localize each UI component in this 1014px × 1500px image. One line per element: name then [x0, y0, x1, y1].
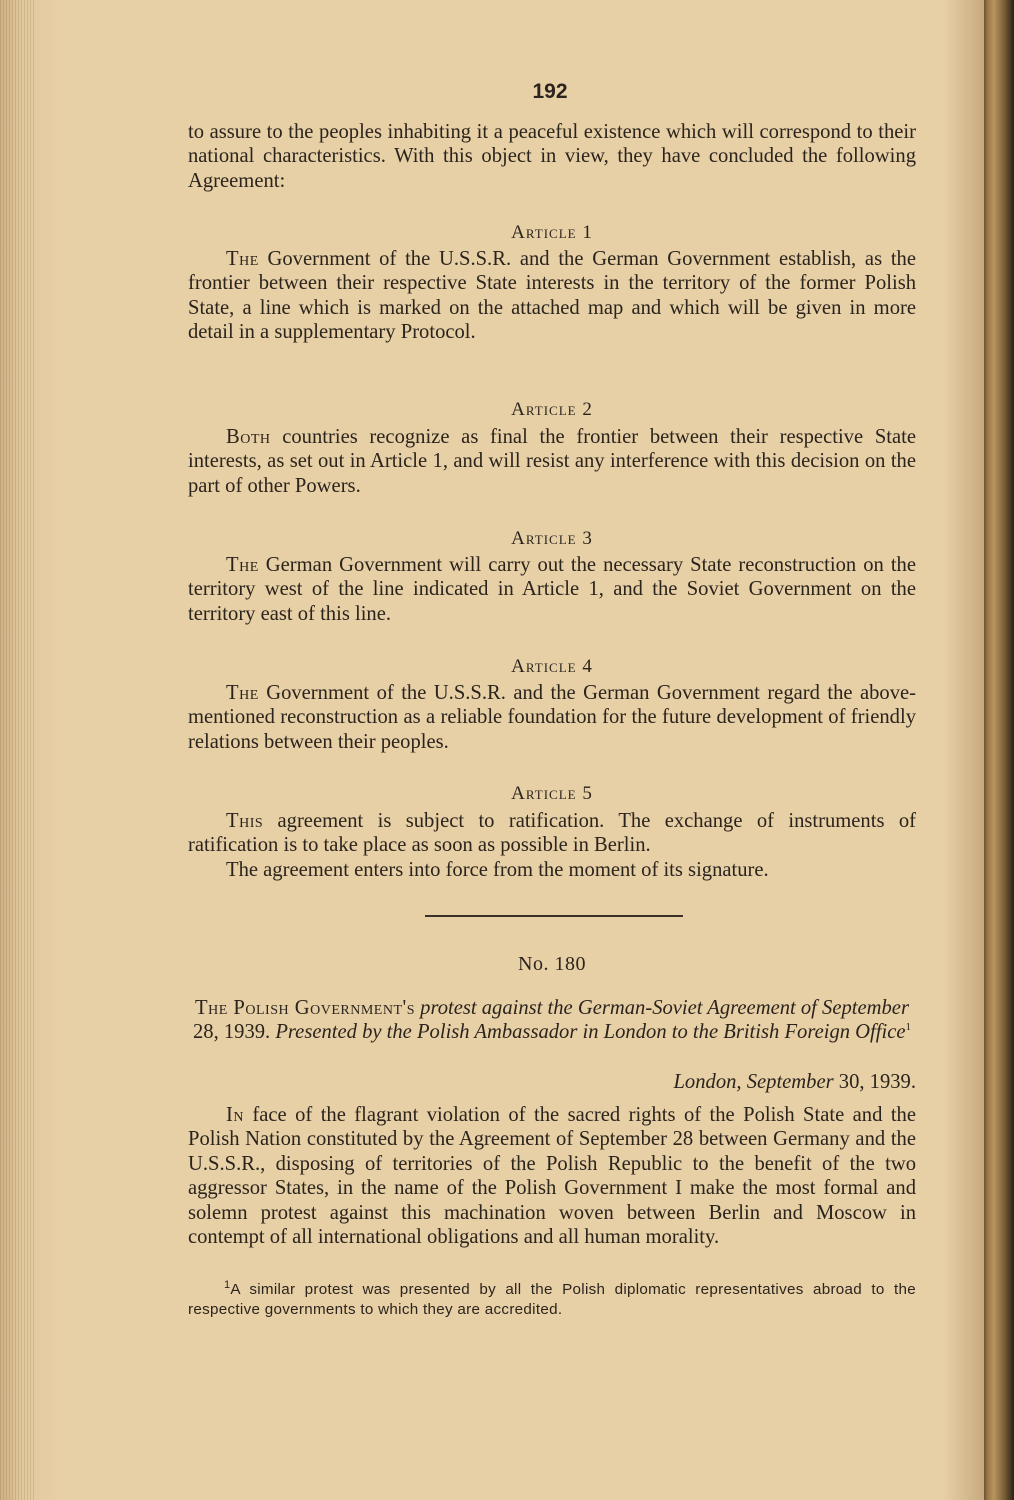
footnote-text: A similar protest was presented by all the Polish diplomatic representatives abroad to the respective governments to which they are accredited. [188, 1281, 916, 1318]
intro-text: to assure to the peoples inhabiting it a peaceful existence which will correspond to their national characteristics. With this object in view, they have concluded the following Agreement: [188, 121, 916, 192]
article-1-lead: The [226, 248, 259, 270]
article-5-text-2: The agreement enters into force from the moment of its signature. [226, 858, 769, 881]
page-number: 192 [532, 80, 568, 103]
document-title-part2: 28, 1939. [192, 1021, 271, 1044]
date-place: London, September [673, 1071, 834, 1093]
article-1-body [188, 247, 916, 345]
article-4-content: Government of the U.S.S.R. and the German Government regard the above-mentioned reconstruction as a reliable foundation for the future development of friendly relations between their peoples. [188, 682, 916, 753]
footnote [188, 1280, 916, 1320]
article-2-heading: Article 2 [511, 399, 593, 420]
protest-text [188, 1103, 916, 1249]
article-2-body [188, 425, 916, 498]
date-line-text [188, 1070, 916, 1094]
date-value: 30, 1939. [833, 1071, 916, 1093]
article-5-body [188, 809, 916, 882]
article-3-body [188, 553, 916, 626]
footnote-reference: 1 [905, 1021, 912, 1034]
document-title-text [188, 996, 916, 1045]
section-divider [425, 915, 683, 917]
intro-paragraph [188, 120, 916, 193]
protest-lead: In [226, 1104, 244, 1126]
article-2-lead: Both [226, 426, 271, 448]
article-3-heading: Article 3 [511, 528, 593, 549]
article-5-lead: This [226, 810, 264, 832]
document-title [188, 996, 916, 1045]
document-title-part1: protest against the German-Soviet Agreement of September [415, 997, 909, 1019]
article-1-text [188, 247, 916, 345]
article-2-text [188, 425, 916, 498]
article-2-content: countries recognize as final the frontier between their respective State interests, as set out in Article 1, and will resist any interference with this decision on the part of other Powers. [188, 426, 916, 497]
article-4-body [188, 681, 916, 754]
article-3-lead: The [226, 554, 259, 576]
document-title-lead: The Polish Government's [195, 997, 415, 1019]
article-4-text [188, 681, 916, 754]
protest-body [188, 1103, 916, 1249]
article-4-heading: Article 4 [511, 656, 593, 677]
article-1-content: Government of the U.S.S.R. and the German Government establish, as the frontier between their respective State interests in the territory of the former Polish State, a line which is marked on the attached map and which will be given in more detail in a supplementary Protocol. [188, 248, 916, 344]
article-3-text [188, 553, 916, 626]
article-5-heading: Article 5 [511, 783, 593, 804]
date-line [188, 1070, 916, 1094]
book-edge [984, 0, 1014, 1500]
article-1-heading: Article 1 [511, 222, 593, 243]
protest-content: face of the flagrant violation of the sacred rights of the Polish State and the Polish Nation constituted by the Agreement of September 28 between Germany and the U.S.S.R., disposing of territories of the Polish Republic to the benefit of the two aggressor States, in the name of the Polish Government I make the most formal and solemn protest against this machination woven between Berlin and Moscow in contempt of all international obligations and all human morality. [188, 1104, 916, 1249]
article-5-text [188, 809, 916, 858]
footnote-mark: 1 [224, 1278, 231, 1291]
binding-edge [0, 0, 34, 1500]
article-4-lead: The [226, 682, 259, 704]
article-5-content: agreement is subject to ratification. The exchange of instruments of ratification is to take place as soon as possible in Berlin. [188, 810, 916, 857]
document-number: No. 180 [518, 953, 586, 975]
article-3-content: German Government will carry out the necessary State reconstruction on the territory west of the line indicated in Article 1, and the Soviet Government on the territory east of this line. [188, 554, 916, 625]
document-title-part3: Presented by the Polish Ambassador in London to the British Foreign Office [270, 1021, 906, 1044]
